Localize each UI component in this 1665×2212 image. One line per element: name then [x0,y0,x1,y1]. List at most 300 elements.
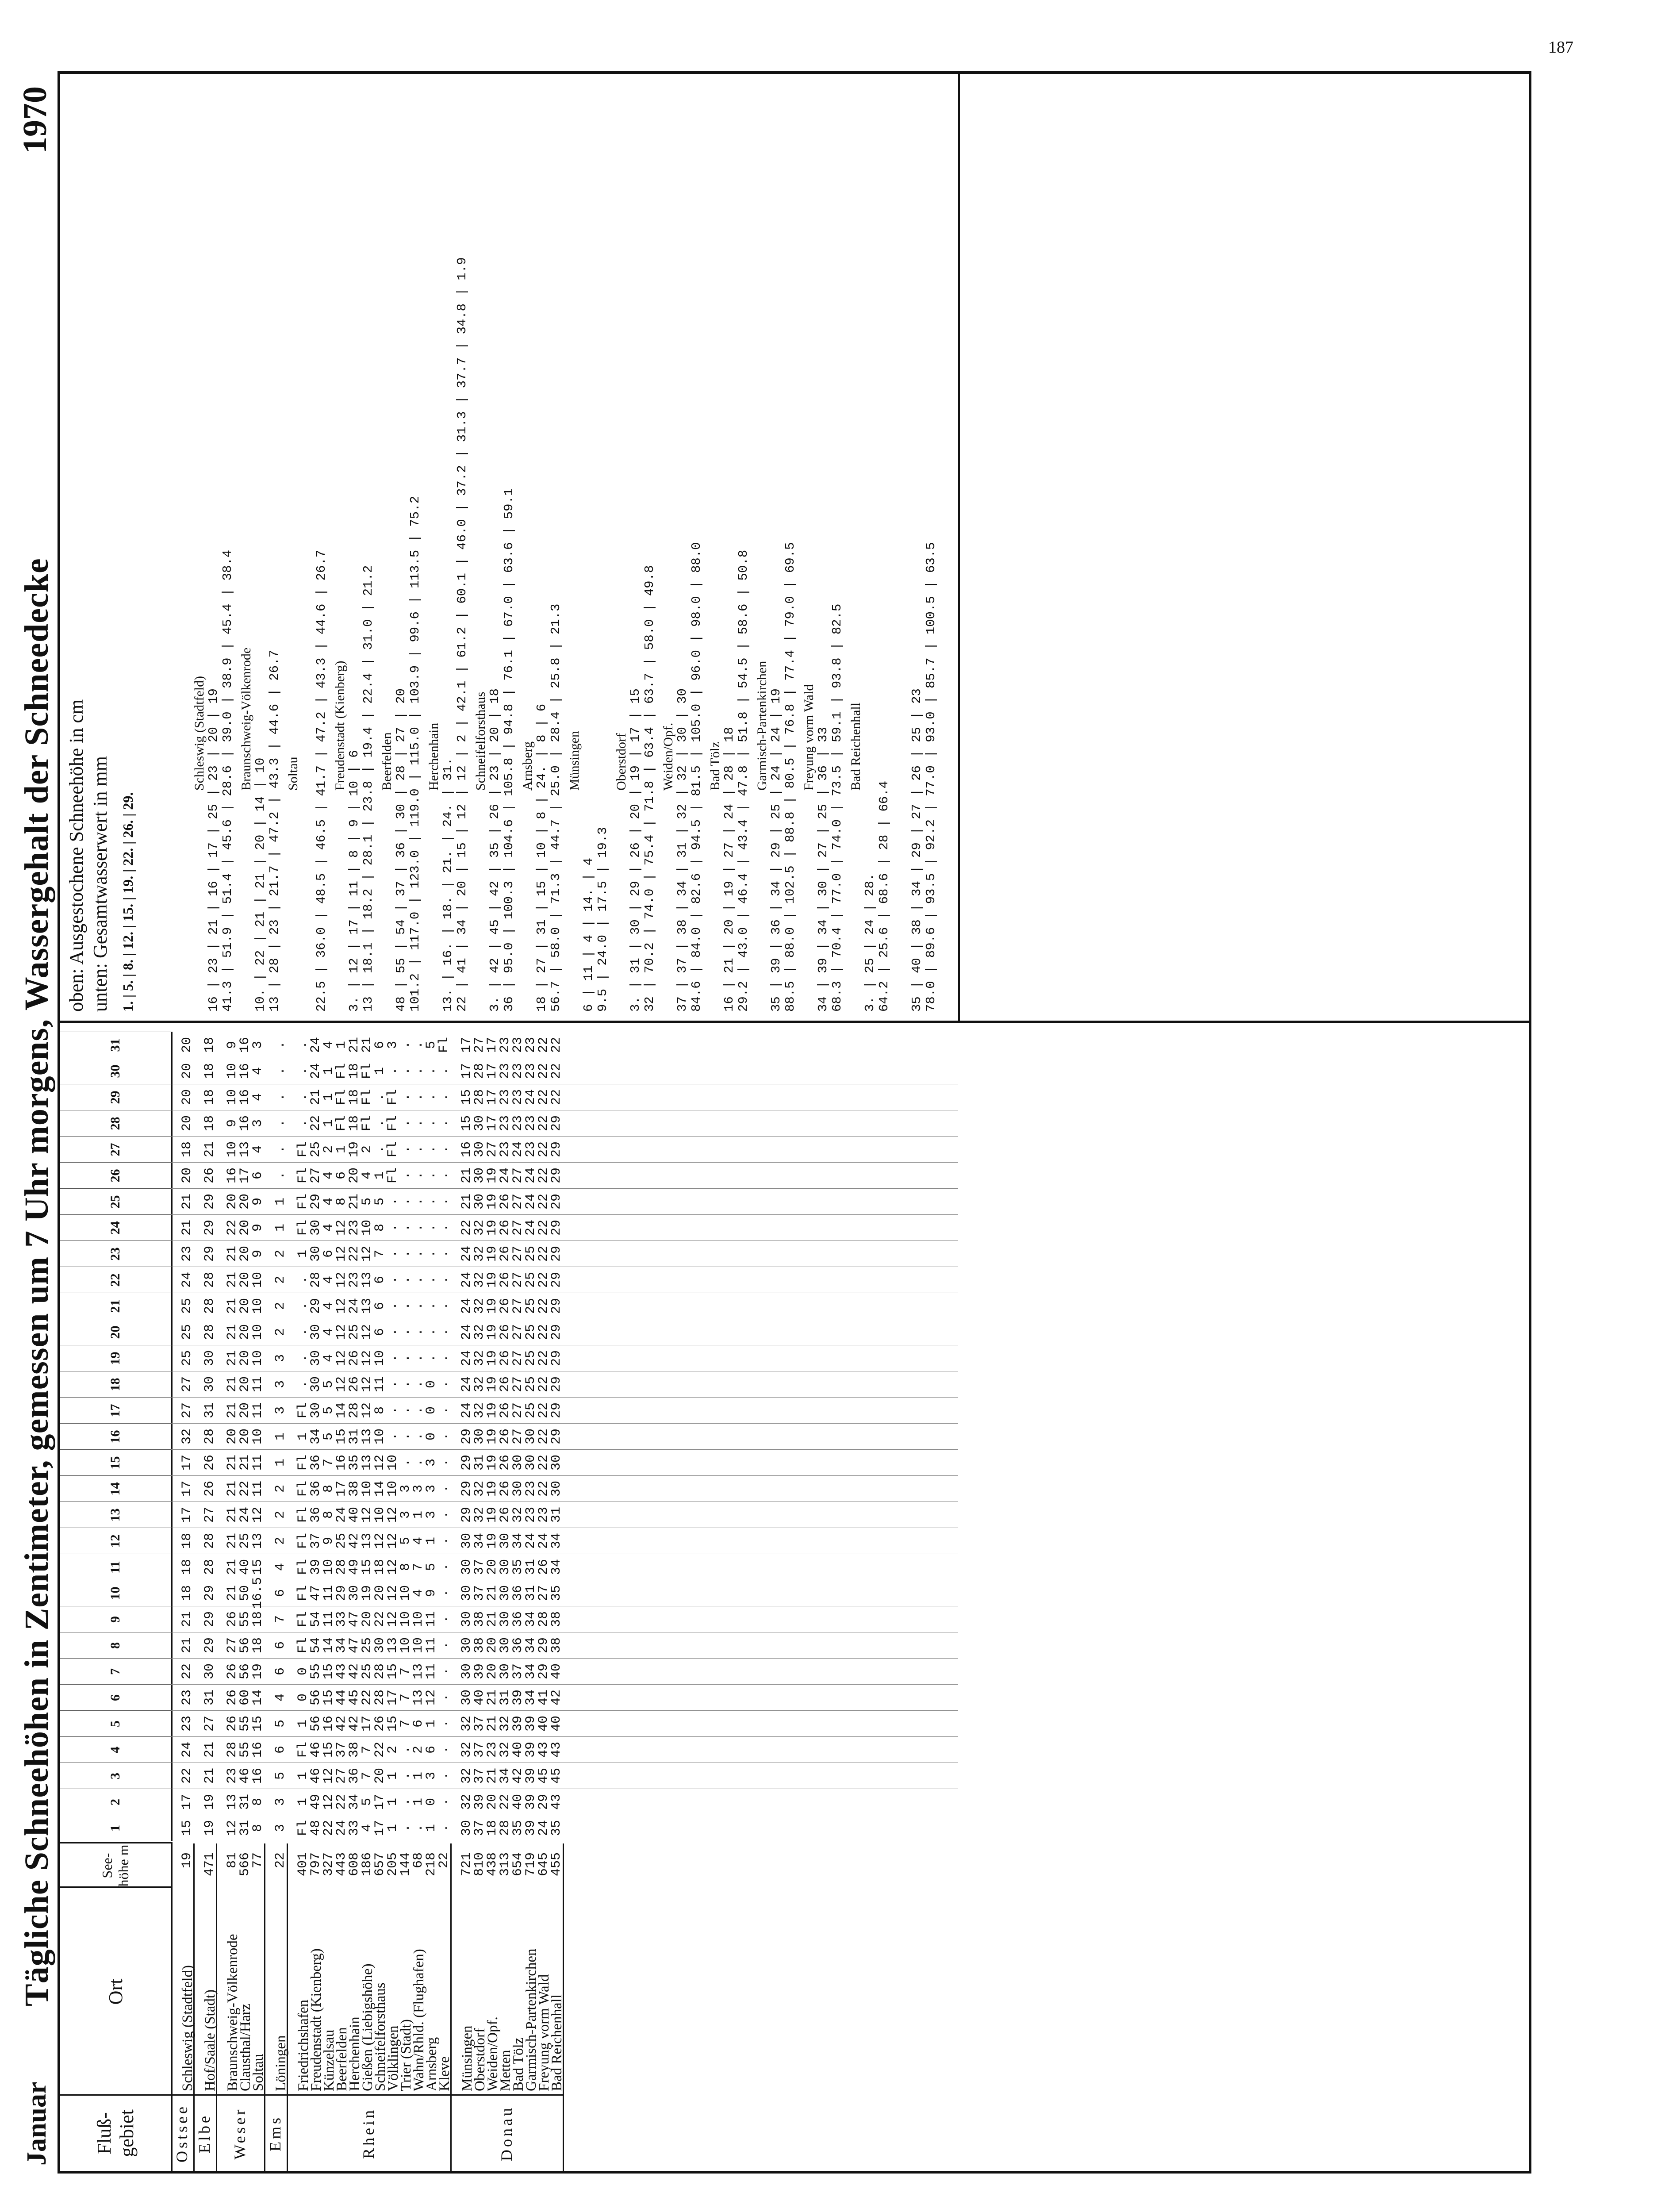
note-top-values: 34 | 39 | 34 | 30 | 27 | 25 | 36 | 33 [816,727,830,1012]
day-header: 23 [60,1240,173,1267]
snow-depth-cell: . [411,1224,426,1232]
empty-right-block [958,74,1529,1023]
snow-depth-cell: 10 [411,1611,426,1628]
day-header: 20 [60,1319,173,1345]
snow-depth-cell: 15 [250,1716,265,1732]
snow-depth-cell: 19 [485,1246,500,1262]
snow-depth-cell: . [424,1145,439,1154]
snow-depth-cell: 8 [398,1563,413,1571]
snow-depth-cell: 6 [372,1328,387,1336]
snow-depth-cell: 22 [536,1272,551,1288]
note-station: Garmisch-Partenkirchen [755,661,769,791]
snow-depth-cell: 10 [250,1272,265,1288]
snow-depth-cell: 4 [321,1041,336,1049]
snow-depth-cell: 13 [360,1429,375,1445]
snow-depth-cell: 29 [536,1663,551,1680]
snow-depth-cell: 27 [308,1167,323,1184]
snow-depth-cell: 39 [523,1742,538,1758]
snow-depth-cell: 0 [424,1798,439,1806]
note-top-values: 35 | 40 | 38 | 34 | 29 | 27 | 26 | 25 | 23 [909,688,924,1012]
snow-depth-cell: 26 [498,1298,513,1314]
snow-depth-cell: 12 [360,1324,375,1340]
snow-depth-cell: . [424,1119,439,1128]
snow-depth-cell: 22 [536,1455,551,1471]
snow-depth-cell: . [295,1354,311,1363]
snow-depth-cell: 17 [334,1481,349,1497]
snow-depth-cell: 22 [321,1820,336,1836]
snow-depth-cell: . [424,1354,439,1363]
snow-depth-cell: 30 [308,1246,323,1262]
snow-depth-cell: . [437,1171,452,1180]
snow-depth-cell: . [437,1093,452,1102]
snow-depth-cell: . [437,1772,452,1780]
snow-depth-cell: 12 [424,1690,439,1706]
month-label: Januar [22,2081,52,2166]
note-top-values: 48 | 55 | 54 | 37 | 36 | 30 | 28 | 27 | 20 [394,688,408,1012]
snow-depth-cell: 12 [385,1533,400,1549]
snow-depth-cell: 21 [202,1768,217,1784]
snow-depth-cell: 8 [250,1798,265,1806]
snow-depth-cell: 15 [459,1089,474,1106]
column-gridline [171,1449,958,1450]
snow-depth-cell: 20 [225,1194,240,1210]
snow-depth-cell: 1 [334,1145,349,1154]
snow-depth-cell: 30 [308,1376,323,1393]
snow-depth-cell: 42 [510,1768,526,1784]
snow-depth-cell: . [385,1198,400,1206]
snow-depth-cell: 21 [225,1585,240,1601]
snow-depth-cell: 5 [321,1432,336,1441]
snow-depth-cell: 30 [202,1663,217,1680]
day-header: 14 [60,1475,173,1502]
snow-depth-cell: 12 [360,1350,375,1367]
snow-depth-cell: 28 [372,1663,387,1680]
station-elevation: 313 [498,1852,513,1877]
note-top-values: 13. | 16. | 18. | 21. | 24. | 31. [441,757,455,1012]
snow-depth-cell: . [385,1224,400,1232]
snow-depth-cell: 5 [360,1198,375,1206]
snow-depth-cell: . [398,1198,413,1206]
snow-depth-cell: 0 [295,1694,311,1702]
snow-depth-cell: 3 [273,1406,288,1415]
snow-depth-cell: 13 [238,1141,253,1158]
snow-depth-cell: 22 [180,1663,195,1680]
station-elevation: 471 [202,1852,217,1877]
snow-depth-cell: 1 [295,1720,311,1728]
snow-depth-cell: 12 [321,1794,336,1810]
snow-depth-cell: 3 [385,1041,400,1049]
snow-depth-cell: 10 [398,1585,413,1601]
snow-depth-cell: 1 [385,1798,400,1806]
snow-depth-cell: 13 [411,1663,426,1680]
snow-depth-cell: 30 [498,1663,513,1680]
snow-depth-cell: 4 [321,1302,336,1310]
snow-depth-cell: 19 [485,1402,500,1419]
snow-depth-cell: 30 [498,1559,513,1575]
snow-depth-cell: 23 [180,1246,195,1262]
snow-depth-cell: 2 [273,1250,288,1258]
snow-depth-cell: 29 [308,1298,323,1314]
snow-depth-cell: 37 [510,1663,526,1680]
snow-depth-cell: 10 [372,1350,387,1367]
snow-depth-cell: 21 [202,1742,217,1758]
snow-depth-cell: . [398,1406,413,1415]
snow-depth-cell: 46 [308,1768,323,1784]
snow-depth-cell: 26 [202,1481,217,1497]
snow-depth-cell: . [437,1459,452,1467]
snow-depth-cell: 30 [308,1350,323,1367]
snow-depth-cell: 15 [321,1742,336,1758]
day-header: 11 [60,1554,173,1580]
snow-depth-cell: 5 [321,1380,336,1389]
snow-depth-cell: 13 [250,1533,265,1549]
snow-depth-cell: 10 [411,1637,426,1654]
snow-depth-cell: 18 [250,1611,265,1628]
snow-depth-cell: 27 [202,1716,217,1732]
snow-depth-cell: 27 [510,1272,526,1288]
column-gridline [171,1736,958,1737]
snow-depth-cell: Fl [295,1611,311,1628]
flussgebiet-label: Donau [450,2094,563,2171]
snow-depth-cell: 28 [536,1611,551,1628]
snow-depth-cell: 12 [334,1350,349,1367]
snow-depth-cell: 19 [485,1167,500,1184]
snow-depth-cell: . [437,1328,452,1336]
snow-depth-cell: 8 [334,1198,349,1206]
snow-depth-cell: 13 [360,1533,375,1549]
snow-depth-cell: 10 [250,1350,265,1367]
station-elevation: 401 [295,1852,311,1877]
snow-depth-cell: 13 [225,1794,240,1810]
column-gridline [171,1423,958,1424]
snow-depth-cell: 22 [536,1141,551,1158]
snow-depth-cell: 23 [510,1089,526,1106]
snow-depth-cell: . [424,1302,439,1310]
snow-depth-cell: 15 [360,1559,375,1575]
snow-depth-cell: 49 [308,1794,323,1810]
snow-depth-cell: 35 [510,1559,526,1575]
snow-depth-cell: 21 [225,1376,240,1393]
note-top-values: 18 | 27 | 31 | 15 | 10 | 8 | 24. | 8 | 6 [534,703,549,1012]
snow-depth-cell: 34 [308,1429,323,1445]
snow-depth-cell: 21 [459,1167,474,1184]
snow-depth-cell: 23 [180,1716,195,1732]
snow-depth-cell: 21 [180,1637,195,1654]
snow-depth-cell: 18 [202,1037,217,1053]
snow-depth-cell: 27 [202,1507,217,1523]
snow-sample-block [60,74,960,1023]
snow-depth-cell: 0 [424,1432,439,1441]
snow-depth-cell: 20 [238,1324,253,1340]
snow-depth-cell: 26 [498,1350,513,1367]
snow-depth-cell: 9 [321,1537,336,1545]
snow-depth-cell: 8 [321,1511,336,1519]
snow-depth-cell: 24 [459,1376,474,1393]
snow-depth-cell: 29 [308,1194,323,1210]
snow-depth-cell: 12 [385,1559,400,1575]
snow-depth-cell: 38 [472,1611,487,1628]
snow-depth-cell: 4 [273,1563,288,1571]
snow-depth-cell: 19 [485,1507,500,1523]
flussgebiet-label: Elbe [193,2094,216,2171]
snow-depth-cell: 20 [238,1429,253,1445]
snow-depth-cell: 29 [459,1455,474,1471]
snow-depth-cell: 27 [510,1324,526,1340]
snow-depth-cell: 22 [549,1089,564,1106]
snow-depth-cell: 1 [273,1198,288,1206]
snow-depth-cell: 24 [180,1742,195,1758]
snow-depth-cell: 26 [225,1611,240,1628]
column-gridline [171,1710,958,1711]
snow-depth-cell: 5 [424,1041,439,1049]
snow-depth-cell: 2 [273,1537,288,1545]
snow-depth-cell: 13 [411,1690,426,1706]
snow-depth-cell: 21 [225,1324,240,1340]
station-name: Bad Tölz [510,2037,526,2091]
snow-depth-cell: 30 [459,1820,474,1836]
station-name: Kleve [437,2056,453,2091]
snow-depth-cell: 18 [485,1820,500,1836]
day-header: 28 [60,1110,173,1137]
snow-depth-cell: 1 [295,1432,311,1441]
snow-depth-cell: 2 [360,1145,375,1154]
snow-depth-cell: 1 [424,1720,439,1728]
snow-depth-cell: 21 [347,1037,362,1053]
snow-depth-cell: 24 [238,1507,253,1523]
station-name: Wahn/Rhld. (Flughafen) [411,1949,427,2091]
station-elevation: 186 [360,1852,375,1877]
column-gridline [171,1188,958,1189]
snow-depth-cell: . [398,1224,413,1232]
snow-depth-cell: . [411,1824,426,1832]
snow-depth-cell: 36 [510,1637,526,1654]
column-gridline [171,1136,958,1137]
note-top-values: 3. | 12 | 17 | 11 | 8 | 9 | 10 | 6 [347,750,361,1012]
snow-depth-cell: 26 [498,1246,513,1262]
snow-depth-cell: . [385,1302,400,1310]
snow-depth-cell: Fl [385,1167,400,1184]
day-header: 4 [60,1736,173,1763]
snow-depth-cell: 32 [459,1794,474,1810]
snow-depth-cell: 36 [308,1455,323,1471]
snow-depth-cell: 12 [360,1246,375,1262]
snow-depth-cell: . [437,1667,452,1676]
snow-depth-cell: 12 [250,1507,265,1523]
snow-depth-cell: 32 [510,1507,526,1523]
snow-depth-cell: 8 [250,1824,265,1832]
snow-depth-cell: 20 [485,1559,500,1575]
station-name: Freudenstadt (Kienberg) [308,1948,324,2091]
snow-depth-cell: Fl [385,1115,400,1132]
snow-depth-cell: 11 [250,1455,265,1471]
snow-depth-cell: 18 [347,1115,362,1132]
snow-depth-cell: 2 [321,1145,336,1154]
note-bottom-values: 32 | 70.2 | 74.0 | 75.4 | 71.8 | 63.4 | 63.7 | 58.0 | 49.8 [642,565,657,1012]
snow-depth-cell: 22 [536,1063,551,1079]
snow-depth-cell: 39 [523,1820,538,1836]
snow-depth-cell: 32 [472,1481,487,1497]
snow-depth-cell: 10 [250,1298,265,1314]
snow-depth-cell: 34 [523,1690,538,1706]
snow-depth-cell: 22 [536,1194,551,1210]
snow-depth-cell: 27 [510,1402,526,1419]
snow-depth-cell: 15 [321,1690,336,1706]
snow-depth-cell: 28 [202,1429,217,1445]
snow-depth-cell: 25 [360,1663,375,1680]
station-elevation: 144 [398,1852,413,1877]
station-elevation: 205 [385,1852,400,1877]
snow-depth-cell: 21 [225,1507,240,1523]
note-station: Bad Reichenhall [848,702,863,791]
snow-depth-cell: 34 [523,1637,538,1654]
snow-depth-cell: 38 [347,1742,362,1758]
snow-depth-cell: 29 [549,1141,564,1158]
column-gridline [171,1397,958,1398]
day-header: 3 [60,1763,173,1789]
snow-depth-cell: . [424,1224,439,1232]
snow-depth-cell: 32 [459,1742,474,1758]
snow-depth-cell: 29 [536,1794,551,1810]
snow-depth-cell: 25 [523,1298,538,1314]
snow-depth-cell: 20 [238,1220,253,1236]
snow-depth-cell: . [398,1432,413,1441]
day-header: 10 [60,1580,173,1606]
snow-depth-cell: 10 [398,1611,413,1628]
snow-depth-cell: 29 [549,1298,564,1314]
day-header: 8 [60,1632,173,1659]
snow-depth-cell: 26 [498,1324,513,1340]
station-name: Braunschweig-Völkenrode [225,1934,241,2091]
snow-depth-cell: 19 [485,1350,500,1367]
snow-depth-cell: . [398,1276,413,1284]
snow-depth-cell: . [437,1694,452,1702]
snow-depth-cell: 30 [202,1350,217,1367]
snow-depth-cell: . [411,1432,426,1441]
snow-depth-cell: 7 [372,1250,387,1258]
snow-depth-cell: 27 [225,1637,240,1654]
snow-depth-cell: 12 [321,1768,336,1784]
snow-depth-cell: 13 [385,1637,400,1654]
snow-depth-cell: 20 [238,1246,253,1262]
snow-depth-cell: 60 [238,1690,253,1706]
snow-depth-cell: 10 [385,1455,400,1471]
note-station: Freyung vorm Wald [802,684,816,791]
snow-depth-cell: 43 [334,1663,349,1680]
note-station: Münsingen [567,731,582,791]
snow-depth-cell: . [411,1093,426,1102]
note-bottom-values: 56.7 | 58.0 | 71.3 | 44.7 | 25.0 | 28.4 | 25.8 | 21.3 [549,603,563,1012]
note-station: Schneifelforsthaus [473,691,488,791]
snow-depth-cell: 15 [321,1663,336,1680]
snow-depth-cell: 10 [250,1429,265,1445]
snow-depth-cell: 10 [372,1507,387,1523]
snow-depth-cell: 22 [372,1742,387,1758]
snow-depth-cell: 21 [225,1481,240,1497]
snow-depth-cell: Fl [295,1533,311,1549]
snow-depth-cell: 7 [398,1667,413,1676]
snow-depth-cell: 30 [308,1402,323,1419]
snow-depth-cell: . [398,1328,413,1336]
snow-depth-cell: . [424,1067,439,1075]
snow-depth-cell: 22 [536,1298,551,1314]
snow-depth-cell: 21 [238,1455,253,1471]
snow-depth-cell: 30 [498,1585,513,1601]
snow-depth-cell: Fl [295,1220,311,1236]
snow-depth-cell: 20 [180,1063,195,1079]
snow-depth-cell: 37 [472,1820,487,1836]
snow-depth-cell: 17 [485,1115,500,1132]
snow-depth-cell: 45 [549,1768,564,1784]
column-gridline [171,1214,958,1215]
snow-depth-cell: 32 [472,1298,487,1314]
day-header: 30 [60,1058,173,1084]
snow-depth-cell: 30 [523,1429,538,1445]
snow-depth-cell: 25 [523,1324,538,1340]
snow-depth-cell: 26 [347,1376,362,1393]
snow-depth-cell: 49 [347,1559,362,1575]
column-gridline [171,1162,958,1163]
snow-depth-cell: 26 [498,1220,513,1236]
snow-depth-cell: 7 [360,1772,375,1780]
note-top-values: 16 | 21 | 20 | 19 | 27 | 24 | 28 | 18 [722,727,737,1012]
snow-depth-cell: 1 [295,1772,311,1780]
snow-depth-cell: . [411,1406,426,1415]
snow-depth-cell: . [437,1302,452,1310]
snow-depth-cell: 11 [372,1376,387,1393]
station-name: Soltau [250,2054,266,2091]
note-top-values: 10. | 22 | 21 | 21 | 20 | 14 | 10 [253,757,268,1012]
snow-depth-cell: 24 [308,1037,323,1053]
snow-depth-cell: 12 [334,1376,349,1393]
snow-depth-cell: 30 [459,1637,474,1654]
snow-depth-cell: 10 [398,1637,413,1654]
snow-depth-cell: 22 [536,1376,551,1393]
snow-depth-cell: 45 [347,1690,362,1706]
snow-depth-cell: 30 [472,1167,487,1184]
flussgebiet-label: Ostsee [171,2094,193,2171]
snow-depth-cell: 20 [238,1402,253,1419]
snow-depth-cell: 23 [498,1037,513,1053]
snow-depth-cell: 23 [523,1507,538,1523]
snow-depth-cell: 26 [202,1167,217,1184]
snow-depth-cell: 19 [485,1533,500,1549]
snow-depth-cell: 30 [459,1663,474,1680]
snow-depth-cell: 29 [459,1429,474,1445]
snow-depth-cell: 18 [180,1585,195,1601]
snow-depth-cell: 21 [225,1298,240,1314]
snow-depth-cell: 6 [424,1746,439,1754]
snow-depth-cell: 24 [459,1272,474,1288]
snow-depth-cell: . [295,1380,311,1389]
snow-depth-cell: 25 [347,1324,362,1340]
snow-depth-cell: 18 [202,1115,217,1132]
snow-depth-cell: . [424,1171,439,1180]
day-header: 31 [60,1032,173,1058]
snow-depth-cell: 30 [459,1533,474,1549]
snow-depth-cell: 15 [180,1820,195,1836]
snow-depth-cell: . [398,1119,413,1128]
note-station: Braunschweig-Völkenrode [239,647,253,791]
snow-depth-cell: . [295,1302,311,1310]
note-bottom-values: 41.3 | 51.9 | 51.4 | 45.6 | 28.6 | 39.0 | 38.9 | 45.4 | 38.4 [220,549,235,1012]
snow-depth-cell: . [398,1798,413,1806]
snow-depth-cell: Fl [295,1481,311,1497]
snow-depth-cell: 29 [202,1246,217,1262]
snow-depth-cell: . [437,1432,452,1441]
snow-depth-cell: . [437,1198,452,1206]
snow-depth-cell: 1 [411,1772,426,1780]
snow-depth-cell: 30 [549,1481,564,1497]
